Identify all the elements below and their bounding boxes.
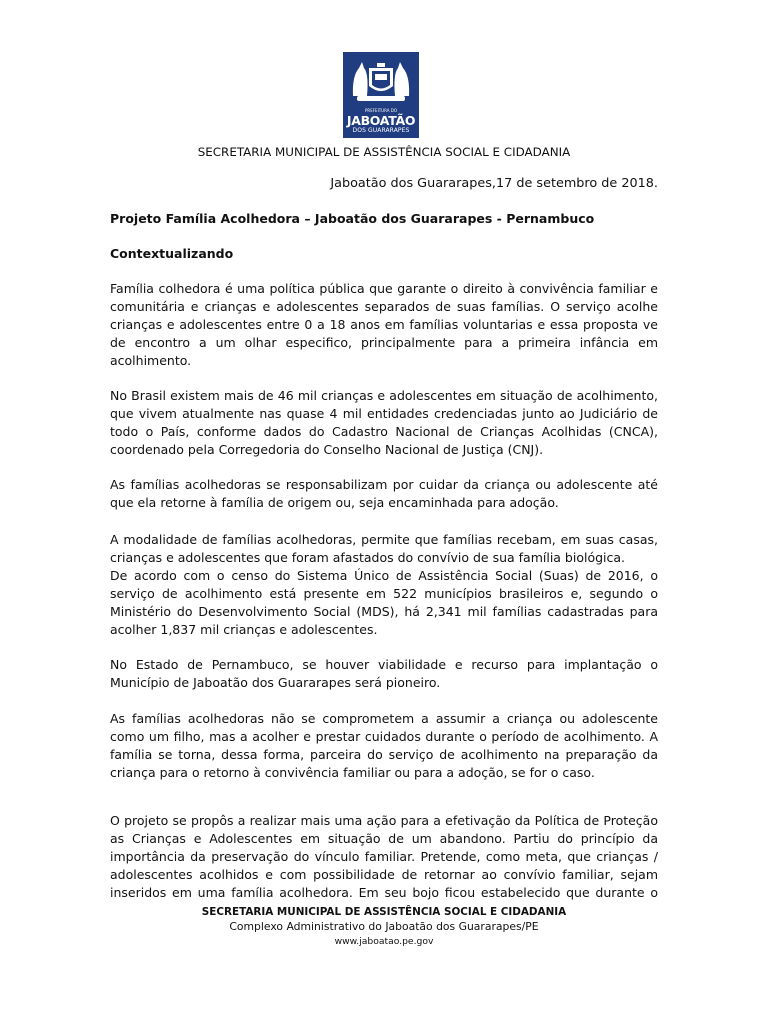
paragraph-line: Família colhedora é uma política pública que garante o direito à convivência familiar e (110, 281, 658, 296)
header-title: SECRETARIA MUNICIPAL DE ASSISTÊNCIA SOCIAL E CIDADANIA (197, 145, 571, 159)
paragraph-line: que ela retorne à família de origem ou, seja encaminhada para adoção. (110, 495, 559, 510)
paragraph-line: as Crianças e Adolescentes em situação de um abandono. Partiu do princípio da (110, 831, 658, 846)
paragraph-line: todo o País, conforme dados do Cadastro Nacional de Crianças Acolhidas (CNCA), (110, 424, 658, 439)
paragraph-line: Ministério do Desenvolvimento Social (MDS), há 2,341 mil famílias cadastradas para (110, 604, 658, 619)
logo-name: JABOATÃO (346, 113, 416, 128)
footer-title: SECRETARIA MUNICIPAL DE ASSISTÊNCIA SOCIAL E CIDADANIA (201, 906, 567, 918)
paragraph-line: família se torna, dessa forma, parceira do serviço de acolhimento na preparação da (110, 747, 658, 762)
footer-website: www.jaboatao.pe.gov (334, 936, 434, 947)
paragraph-line: serviço de acolhimento está presente em 522 municípios brasileiros e, segundo o (110, 586, 658, 601)
paragraph-line: acolhimento. (110, 353, 192, 368)
paragraph-line: A modalidade de famílias acolhedoras, permite que famílias recebam, em suas casas, (110, 532, 658, 547)
paragraph-line: As famílias acolhedoras se responsabilizam por cuidar da criança ou adolescente até (110, 477, 658, 492)
paragraph-line: crianças e adolescentes que foram afastados do convívio de sua família biológica. (110, 550, 626, 565)
paragraph-line: coordenado pela Corregedoria do Conselho Nacional de Justiça (CNJ). (110, 442, 544, 457)
logo-subname: DOS GUARARAPES (352, 127, 410, 134)
paragraph-line: como um filho, mas a acolher e prestar cuidados durante o período de acolhimento. A (110, 729, 658, 744)
city-logo (343, 52, 419, 138)
paragraph-line: Município de Jaboatão dos Guararapes será pioneiro. (110, 675, 441, 690)
paragraph-line: crianças e adolescentes entre 0 a 18 anos em famílias voluntarias e essa proposta ve (110, 317, 658, 332)
coat-of-arms-icon (349, 56, 413, 108)
paragraph-line: As famílias acolhedoras não se comprometem a assumir a criança ou adolescente (110, 711, 658, 726)
paragraph-line: adolescentes acolhidos e com possibilidade de retornar ao convívio familiar, sejam (110, 867, 658, 882)
paragraph-line: comunitária e crianças e adolescentes separados de suas famílias. O serviço acolhe (110, 299, 658, 314)
paragraph-line: inseridos em uma família acolhedora. Em seu bojo ficou estabelecido que durante o (110, 885, 658, 900)
paragraph-line: No Estado de Pernambuco, se houver viabilidade e recurso para implantação o (110, 657, 658, 672)
paragraph-line: De acordo com o censo do Sistema Único de Assistência Social (Suas) de 2016, o (110, 568, 658, 583)
dateline: Jaboatão dos Guararapes,17 de setembro de 2018. (330, 176, 658, 191)
paragraph-line: que vivem atualmente nas quase 4 mil entidades credenciadas junto ao Judiciário de (110, 406, 658, 421)
section-heading: Contextualizando (110, 246, 234, 261)
paragraph-line: importância da preservação do vínculo familiar. Pretende, como meta, que crianças / (110, 849, 658, 864)
footer-address: Complexo Administrativo do Jaboatão dos Guararapes/PE (229, 920, 539, 933)
paragraph-line: de encontro a um olhar especifico, principalmente para a primeira infância em (110, 335, 658, 350)
paragraph-line: acolher 1,837 mil crianças e adolescentes. (110, 622, 378, 637)
logo-small-text: PREFEITURA DO (365, 108, 397, 113)
project-title: Projeto Família Acolhedora – Jaboatão dos Guararapes - Pernambuco (110, 211, 595, 226)
paragraph-line: O projeto se propôs a realizar mais uma ação para a efetivação da Política de Proteção (110, 813, 658, 828)
paragraph-line: criança para o retorno à convivência familiar ou para a adoção, se for o caso. (110, 765, 595, 780)
paragraph-line: No Brasil existem mais de 46 mil crianças e adolescentes em situação de acolhimento, (110, 388, 658, 403)
